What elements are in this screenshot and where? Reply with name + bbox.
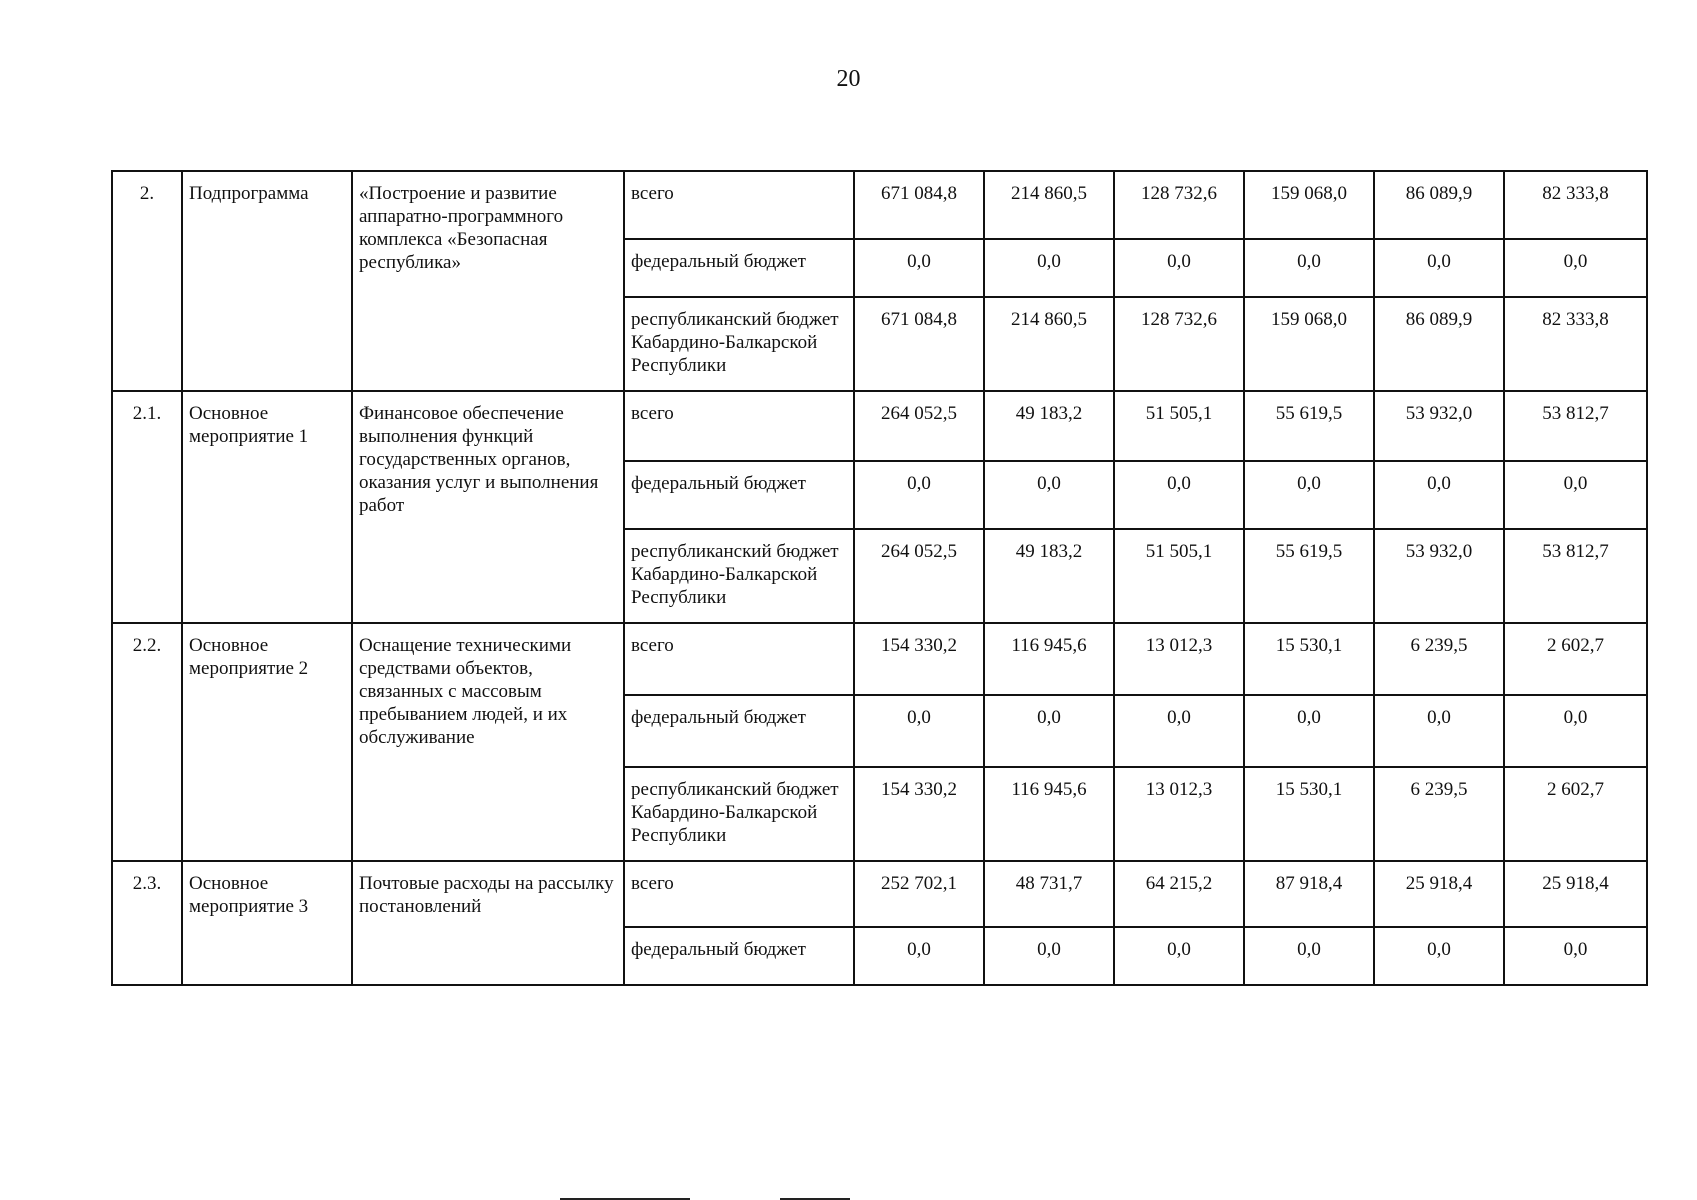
amount-cell: 0,0 bbox=[1114, 461, 1244, 529]
row-name: Финансовое обеспечение выполнения функций государственных органов, оказания услуг и выполнения работ bbox=[352, 391, 624, 623]
amount-cell: 0,0 bbox=[1374, 461, 1504, 529]
funding-source: всего bbox=[624, 171, 854, 239]
amount-cell: 13 012,3 bbox=[1114, 767, 1244, 861]
amount-cell: 48 731,7 bbox=[984, 861, 1114, 927]
amount-cell: 0,0 bbox=[854, 927, 984, 985]
amount-cell: 264 052,5 bbox=[854, 391, 984, 461]
amount-cell: 55 619,5 bbox=[1244, 529, 1374, 623]
amount-cell: 0,0 bbox=[984, 461, 1114, 529]
amount-cell: 0,0 bbox=[1114, 695, 1244, 767]
amount-cell: 82 333,8 bbox=[1504, 297, 1647, 391]
amount-cell: 2 602,7 bbox=[1504, 767, 1647, 861]
table-row bbox=[112, 391, 1647, 461]
amount-cell: 159 068,0 bbox=[1244, 171, 1374, 239]
amount-cell: 0,0 bbox=[854, 461, 984, 529]
amount-cell: 116 945,6 bbox=[984, 623, 1114, 695]
amount-cell: 0,0 bbox=[1244, 239, 1374, 297]
amount-cell: 671 084,8 bbox=[854, 171, 984, 239]
row-name: «Построение и развитие аппаратно-программного комплекса «Безопасная республика» bbox=[352, 171, 624, 391]
amount-cell: 25 918,4 bbox=[1504, 861, 1647, 927]
funding-source: федеральный бюджет bbox=[624, 461, 854, 529]
funding-source: республиканский бюджет Кабардино-Балкарской Республики bbox=[624, 529, 854, 623]
funding-source: всего bbox=[624, 391, 854, 461]
amount-cell: 25 918,4 bbox=[1374, 861, 1504, 927]
row-number: 2.1. bbox=[112, 391, 182, 623]
amount-cell: 116 945,6 bbox=[984, 767, 1114, 861]
amount-cell: 0,0 bbox=[1504, 461, 1647, 529]
amount-cell: 0,0 bbox=[1374, 927, 1504, 985]
amount-cell: 49 183,2 bbox=[984, 529, 1114, 623]
funding-source: всего bbox=[624, 623, 854, 695]
row-type: Основное мероприятие 3 bbox=[182, 861, 352, 985]
amount-cell: 0,0 bbox=[984, 239, 1114, 297]
row-type: Подпрограмма bbox=[182, 171, 352, 391]
amount-cell: 0,0 bbox=[1504, 927, 1647, 985]
amount-cell: 2 602,7 bbox=[1504, 623, 1647, 695]
amount-cell: 86 089,9 bbox=[1374, 171, 1504, 239]
row-type: Основное мероприятие 1 bbox=[182, 391, 352, 623]
funding-source: всего bbox=[624, 861, 854, 927]
amount-cell: 15 530,1 bbox=[1244, 623, 1374, 695]
funding-source: республиканский бюджет Кабардино-Балкарской Республики bbox=[624, 297, 854, 391]
amount-cell: 0,0 bbox=[854, 239, 984, 297]
amount-cell: 64 215,2 bbox=[1114, 861, 1244, 927]
amount-cell: 51 505,1 bbox=[1114, 391, 1244, 461]
amount-cell: 0,0 bbox=[1504, 695, 1647, 767]
row-number: 2.2. bbox=[112, 623, 182, 861]
amount-cell: 0,0 bbox=[1244, 927, 1374, 985]
table-row bbox=[112, 861, 1647, 927]
amount-cell: 6 239,5 bbox=[1374, 767, 1504, 861]
amount-cell: 671 084,8 bbox=[854, 297, 984, 391]
amount-cell: 87 918,4 bbox=[1244, 861, 1374, 927]
amount-cell: 53 932,0 bbox=[1374, 529, 1504, 623]
amount-cell: 0,0 bbox=[1374, 239, 1504, 297]
amount-cell: 53 812,7 bbox=[1504, 529, 1647, 623]
amount-cell: 128 732,6 bbox=[1114, 297, 1244, 391]
amount-cell: 0,0 bbox=[1244, 461, 1374, 529]
amount-cell: 0,0 bbox=[1504, 239, 1647, 297]
row-name: Почтовые расходы на рассылку постановлений bbox=[352, 861, 624, 985]
amount-cell: 154 330,2 bbox=[854, 623, 984, 695]
amount-cell: 252 702,1 bbox=[854, 861, 984, 927]
row-type: Основное мероприятие 2 bbox=[182, 623, 352, 861]
table-row bbox=[112, 623, 1647, 695]
funding-source: федеральный бюджет bbox=[624, 695, 854, 767]
row-name: Оснащение техническими средствами объектов, связанных с массовым пребыванием людей, и их обслуживание bbox=[352, 623, 624, 861]
amount-cell: 53 812,7 bbox=[1504, 391, 1647, 461]
amount-cell: 0,0 bbox=[854, 695, 984, 767]
funding-source: федеральный бюджет bbox=[624, 927, 854, 985]
amount-cell: 214 860,5 bbox=[984, 171, 1114, 239]
amount-cell: 0,0 bbox=[1114, 239, 1244, 297]
row-number: 2.3. bbox=[112, 861, 182, 985]
amount-cell: 154 330,2 bbox=[854, 767, 984, 861]
funding-source: республиканский бюджет Кабардино-Балкарской Республики bbox=[624, 767, 854, 861]
amount-cell: 49 183,2 bbox=[984, 391, 1114, 461]
amount-cell: 159 068,0 bbox=[1244, 297, 1374, 391]
amount-cell: 86 089,9 bbox=[1374, 297, 1504, 391]
amount-cell: 0,0 bbox=[1114, 927, 1244, 985]
amount-cell: 13 012,3 bbox=[1114, 623, 1244, 695]
budget-table bbox=[111, 170, 1648, 986]
amount-cell: 264 052,5 bbox=[854, 529, 984, 623]
page-number: 20 bbox=[836, 66, 861, 92]
amount-cell: 0,0 bbox=[1244, 695, 1374, 767]
row-number: 2. bbox=[112, 171, 182, 391]
amount-cell: 0,0 bbox=[1374, 695, 1504, 767]
funding-source: федеральный бюджет bbox=[624, 239, 854, 297]
amount-cell: 55 619,5 bbox=[1244, 391, 1374, 461]
amount-cell: 128 732,6 bbox=[1114, 171, 1244, 239]
amount-cell: 214 860,5 bbox=[984, 297, 1114, 391]
amount-cell: 0,0 bbox=[984, 927, 1114, 985]
amount-cell: 6 239,5 bbox=[1374, 623, 1504, 695]
table-row bbox=[112, 171, 1647, 239]
amount-cell: 82 333,8 bbox=[1504, 171, 1647, 239]
amount-cell: 0,0 bbox=[984, 695, 1114, 767]
amount-cell: 53 932,0 bbox=[1374, 391, 1504, 461]
amount-cell: 51 505,1 bbox=[1114, 529, 1244, 623]
amount-cell: 15 530,1 bbox=[1244, 767, 1374, 861]
